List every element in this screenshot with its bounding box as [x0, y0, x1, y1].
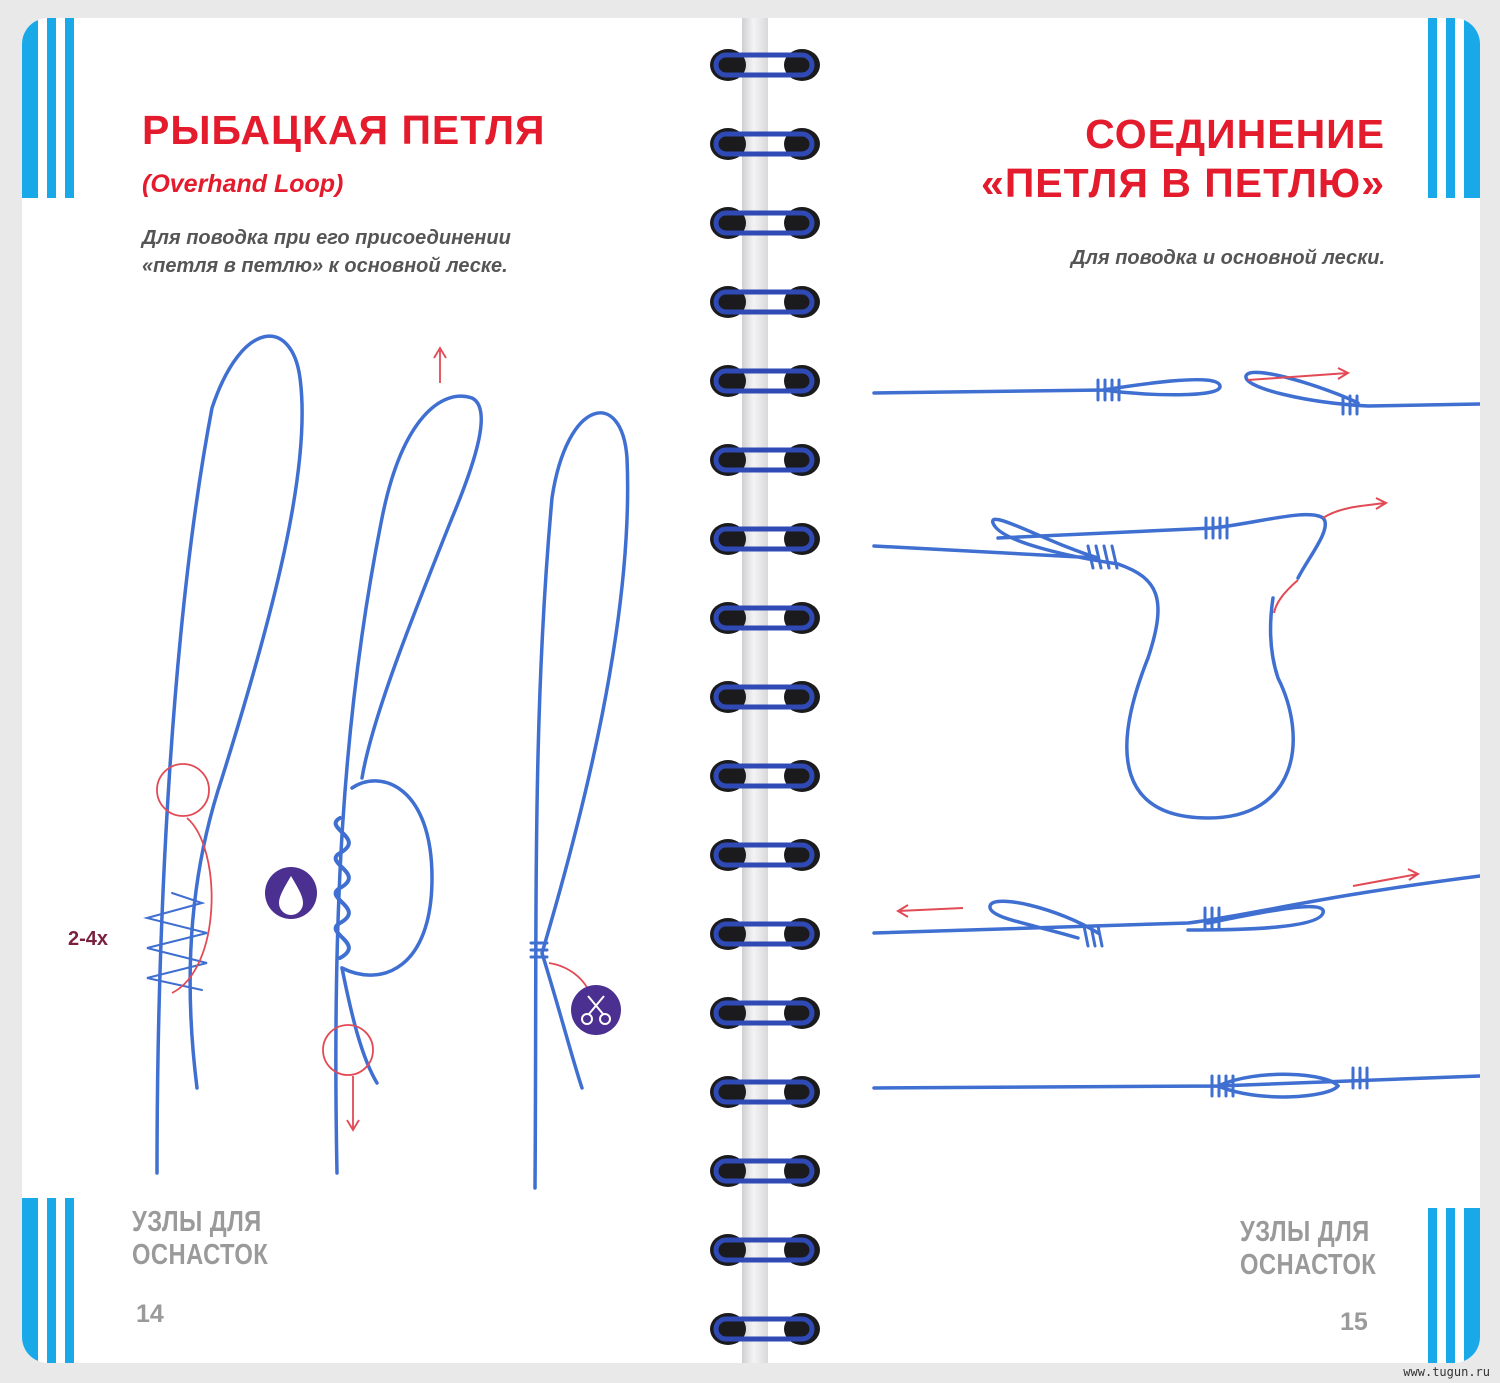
- guide-arrow-right: [1353, 869, 1418, 886]
- row4-knot-2: [1353, 1068, 1367, 1088]
- left-page: [22, 18, 742, 1363]
- right-page-number: 15: [1340, 1308, 1368, 1336]
- right-page: [768, 18, 1480, 1363]
- book-gutter: [742, 18, 768, 1363]
- footer-line: ОСНАСТОК: [132, 1239, 269, 1272]
- step2-loop: [342, 781, 432, 975]
- step1-wraps: [147, 893, 207, 990]
- right-page-description: Для поводка и основной лески.: [1070, 247, 1385, 269]
- row2-line: [874, 519, 1293, 818]
- guide-arrow-down: [347, 1076, 359, 1130]
- left-page-subtitle: (Overhand Loop): [142, 170, 344, 198]
- row2-upper-line: [998, 515, 1325, 578]
- guide-circle: [157, 764, 209, 816]
- loop-to-loop-diagram: [768, 18, 1480, 1363]
- row3-left-loop: [990, 901, 1098, 938]
- water-drop-icon: [265, 867, 317, 919]
- overhand-loop-diagram: [22, 18, 742, 1363]
- scissors-icon: [571, 985, 621, 1035]
- guide-arrow: [1323, 498, 1386, 518]
- footer-line: УЗЛЫ ДЛЯ: [1240, 1216, 1370, 1248]
- footer-line: ОСНАСТОК: [1240, 1249, 1377, 1282]
- title-line: СОЕДИНЕНИЕ: [1085, 111, 1385, 157]
- wraps-count-label: 2-4x: [68, 928, 109, 950]
- row3-knot: [1084, 926, 1102, 946]
- title-line: «ПЕТЛЯ В ПЕТЛЮ»: [981, 160, 1385, 207]
- row3-line: [874, 876, 1480, 933]
- step1-line: [157, 336, 302, 1173]
- guide-arrow-up: [434, 348, 446, 383]
- guide-circle: [323, 1025, 373, 1075]
- left-page-number: 14: [136, 1300, 164, 1328]
- row4-line: [874, 1074, 1480, 1097]
- watermark: www.tugun.ru: [1403, 1365, 1490, 1379]
- footer-line: УЗЛЫ ДЛЯ: [132, 1206, 262, 1238]
- description-line: «петля в петлю» к основной леске.: [142, 255, 508, 277]
- step3-line: [535, 413, 628, 1188]
- row1-left-line: [874, 380, 1220, 395]
- description-line: Для поводка при его присоединении: [142, 227, 511, 249]
- guide-curve: [1274, 580, 1298, 613]
- guide-arrow-left: [898, 905, 963, 917]
- left-page-title: РЫБАЦКАЯ ПЕТЛЯ: [142, 107, 546, 153]
